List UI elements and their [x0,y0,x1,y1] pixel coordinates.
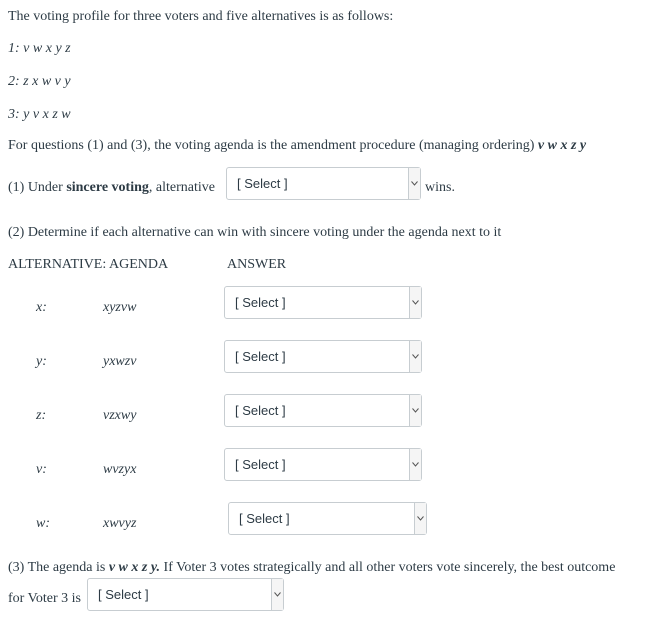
q1-text [8,180,215,196]
chevron-down-icon [408,168,420,199]
chevron-down-icon [409,341,421,372]
chevron-down-icon [409,287,421,318]
q2-row-select-value: [ Select ] [235,403,286,418]
q2-row-agenda: yxwzv [103,354,137,369]
q2-row-alt: y: [36,354,47,369]
profile-2-order: z x w v y [23,74,71,89]
q2-row-alt: z: [36,408,47,423]
q2-header-right: ANSWER [227,257,287,272]
q3-prefix: (3) The agenda is [8,560,106,575]
profile-3 [8,107,71,123]
q2-row-select-value: [ Select ] [235,457,286,472]
chevron-down-icon [409,395,421,426]
profile-2 [8,74,71,90]
q1-select[interactable] [226,167,421,200]
chevron-down-icon [271,579,283,610]
q2-row-select-value: [ Select ] [235,295,286,310]
q1-prefix: (1) Under [8,180,67,195]
q1-select-value: [ Select ] [237,176,288,191]
q2-row-agenda: vzxwy [103,408,137,423]
q3-agenda: v w x z y. [108,560,161,575]
q3-rest: If Voter 3 votes strategically and all other voters vote sincerely, the best outcome [163,560,616,575]
q2-row-select[interactable] [224,448,422,481]
q2-row-select-value: [ Select ] [235,349,286,364]
agenda-line-prefix: For questions (1) and (3), the voting agenda is the amendment procedure (managing ordering) [8,138,535,153]
chevron-down-icon [414,503,426,534]
q3-line2: for Voter 3 is [8,591,81,606]
q2-row-alt: w: [36,516,50,531]
q2-row-agenda: xwvyz [103,516,137,531]
agenda-line-agenda: v w x z y [537,138,587,153]
chevron-down-icon [409,449,421,480]
profile-2-num: 2: [8,74,20,89]
q2-text: (2) Determine if each alternative can win with sincere voting under the agenda next to it [8,225,502,240]
q2-row-select[interactable] [224,286,422,319]
q3-select[interactable] [87,578,284,611]
profile-1-num: 1: [8,41,20,56]
profile-1-order: v w x y z [23,41,71,56]
profile-3-order: y v x z w [23,107,71,122]
profile-3-num: 3: [8,107,20,122]
q2-row-select[interactable] [224,394,422,427]
q2-row-agenda: xyzvw [103,300,137,315]
q2-row-alt: v: [36,462,47,477]
q2-row-select[interactable] [224,340,422,373]
intro-text: The voting profile for three voters and five alternatives is as follows: [8,9,394,24]
q2-row-agenda: wvzyx [103,462,137,477]
profile-1 [8,41,71,57]
q2-header-left: ALTERNATIVE: AGENDA [8,257,169,272]
q3-select-value: [ Select ] [98,587,149,602]
q2-row-select[interactable] [228,502,427,535]
q1-suffix: wins. [425,180,455,195]
q2-row-select-value: [ Select ] [239,511,290,526]
q2-row-alt: x: [36,300,47,315]
q1-bold: sincere voting [66,180,149,195]
agenda-line [8,138,586,154]
q1-mid: , alternative [148,180,215,195]
q3-text [8,560,615,576]
